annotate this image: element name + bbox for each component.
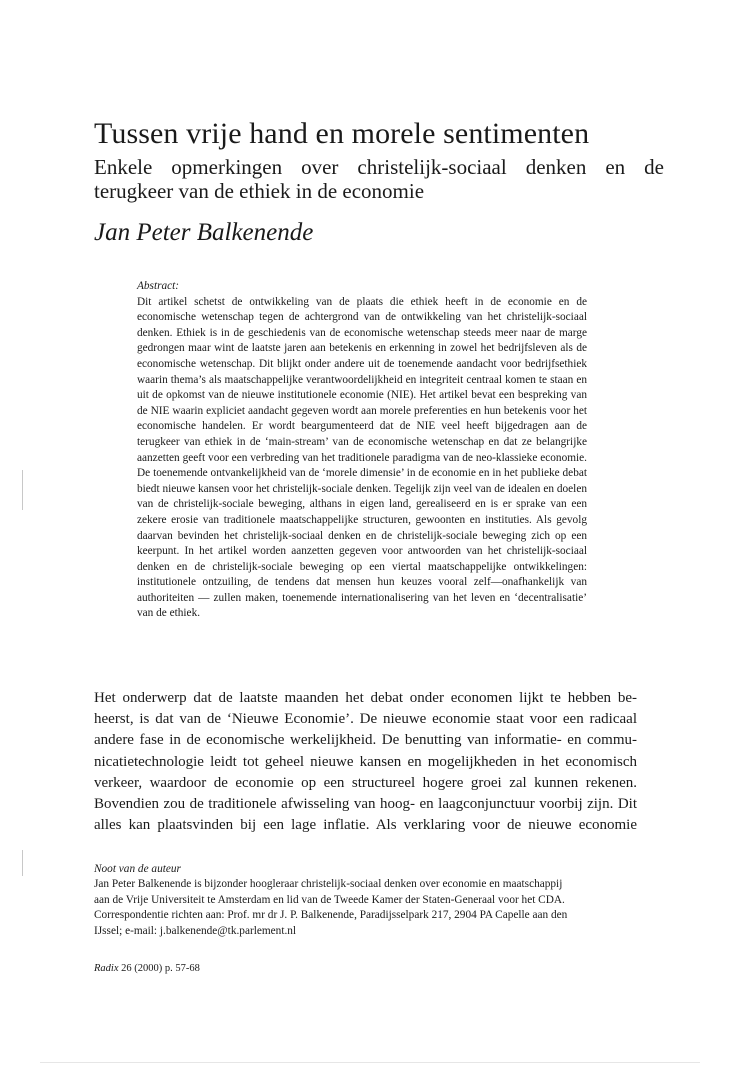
scan-margin-mark xyxy=(22,470,23,510)
abstract-text: Dit artikel schetst de ontwikkeling van de plaats die ethiek heeft in de economie en de economische wetenschap tegen de achtergrond van de ontwikkeling van het christelijk-sociaal denken. Ethiek is in de geschiedenis van de economische wetenschap steeds meer naar de marge gedrongen maar wint de laatste jaren aan betekenis en erkenning in zowel het bedrijfsleven als de economische wetenschap. Dit blijkt onder andere uit de toenemende aandacht voor bedrijfsethiek waarin thema’s als maatschappelijke verantwoordelijkheid en integriteit centraal komen te staan en uit de opkomst van de nieuwe institutionele economie (NIE). Het artikel bevat een bespreking van de NIE waarin expliciet aandacht gegeven wordt aan morele preferenties en hun betekenis voor het economische handelen. Er wordt beargumenteerd dat de NIE veel heeft bijgedragen aan de terugkeer van ethiek in de ‘main-stream’ van de economische wetenschap en dat ze belangrijke aanzetten geeft voor een verbreding van het traditionele paradigma van de neo-klassieke economie. De toenemende ontvankelijkheid van de ‘morele dimensie’ in de economie en in het publieke debat biedt nieuwe kansen voor het christelijk-sociale denken. Tegelijk zijn veel van de idealen en doelen van de christelijk-sociale beweging, althans in eigen land, gerealiseerd en is er sprake van een zekere erosie van traditionele maatschappelijke structuren, gewoonten en instituties. Als gevolg daarvan bevinden het christelijk-sociaal denken en de christelijk-sociale beweging zich op een keerpunt. In het artikel worden aanzetten gegeven voor antwoorden van het christelijk-sociaal denken en de christelijk-sociale beweging op een viertal maatschappelijke ontwikkelingen: institutionele ontzuiling, de tendens dat mensen hun keuzes vooral zelf—onafhankelijk van authoriteiten — zullen maken, toenemende internationalisering van het leven en ‘decentralisatie’ van de ethiek. xyxy=(137,295,587,620)
author-note xyxy=(94,862,639,939)
article-subtitle: Enkele opmerkingen over christelijk-sociaal denken en de terugkeer van de ethiek in de economie xyxy=(94,155,664,203)
body-paragraph: Het onderwerp dat de laatste maanden het debat onder economen lijkt te hebben be-heerst, is dat van de ‘Nieuwe Economie’. De nieuwe economie staat voor een radicaal andere fase in de economische werkelijkheid. De benutting van informatie- en commu-nicatietechnologie leidt tot geheel nieuwe kansen en mogelijkheden in het economisch verkeer, waardoor de economie op een structureel hogere groei zal kunnen rekenen. Bovendien zou de traditionele afwisseling van hoog- en laagconjunctuur voorbij zijn. Dit alles kan plaatsvinden bij een lage inflatie. Als verklaring voor de nieuwe economie xyxy=(94,690,637,834)
author-note-line: aan de Vrije Universiteit te Amsterdam en lid van de Tweede Kamer der Staten-Generaal voor het CDA. xyxy=(94,893,565,906)
scan-bottom-edge xyxy=(40,1062,700,1063)
abstract-label: Abstract: xyxy=(137,280,180,292)
journal-citation xyxy=(94,962,200,976)
article-author: Jan Peter Balkenende xyxy=(94,219,314,246)
journal-name: Radix xyxy=(94,963,119,974)
scan-margin-mark xyxy=(22,850,23,876)
journal-issue-pages: 26 (2000) p. 57-68 xyxy=(118,963,200,974)
author-note-line: Correspondentie richten aan: Prof. mr dr J. P. Balkenende, Paradijsselpark 217, 2904 PA Capelle aan den xyxy=(94,909,568,922)
abstract-block xyxy=(137,279,587,622)
article-title: Tussen vrije hand en morele sentimenten xyxy=(94,117,590,150)
author-note-line: Jan Peter Balkenende is bijzonder hoogleraar christelijk-sociaal denken over economie en maatschappij xyxy=(94,878,563,891)
author-note-line: IJssel; e-mail: j.balkenende@tk.parlement.nl xyxy=(94,924,297,937)
author-note-heading: Noot van de auteur xyxy=(94,863,181,875)
